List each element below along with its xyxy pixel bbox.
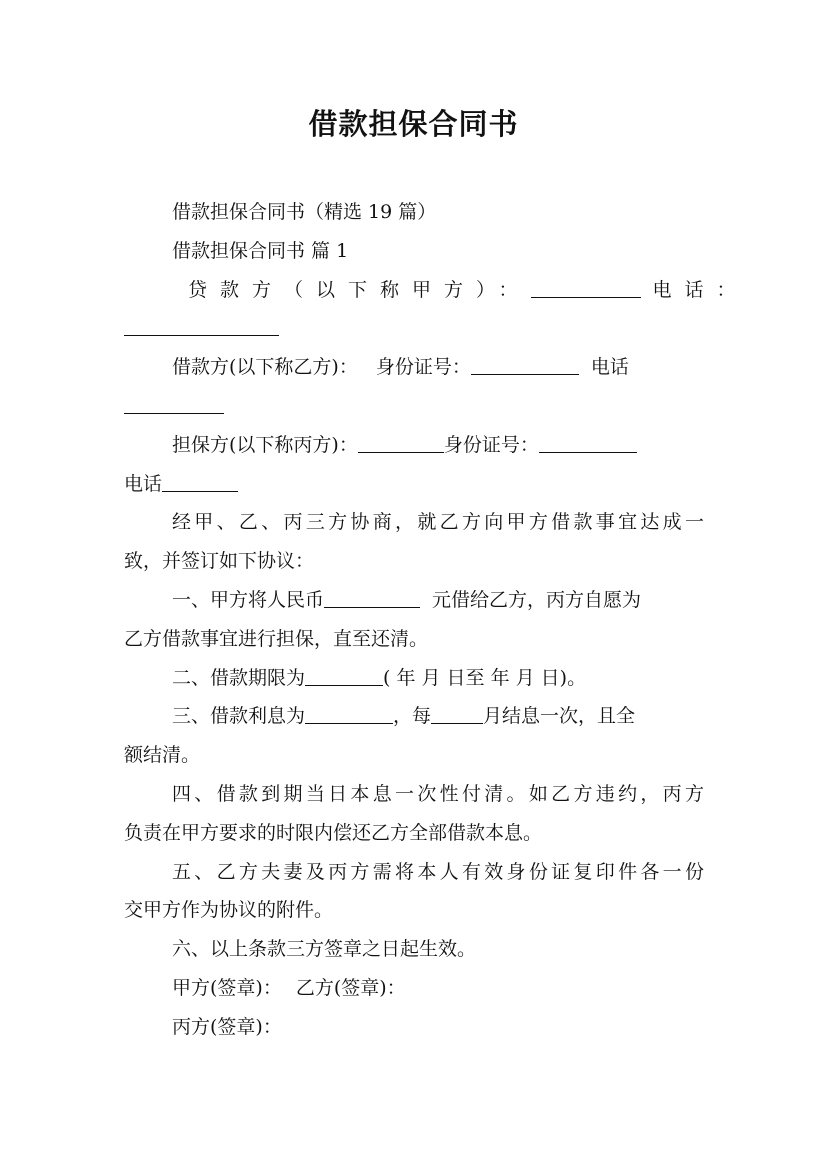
lender-label: 贷款方（以下称甲方）： xyxy=(188,278,531,301)
clause-1-line-2: 乙方借款事宜进行担保，直至还清。 xyxy=(124,627,429,650)
lender-name-blank xyxy=(531,277,641,298)
clause-2-part-a: 二、借款期限为 xyxy=(172,666,306,689)
borrower-phone-line xyxy=(124,387,704,426)
clause-1-line-1 xyxy=(124,581,704,620)
guarantor-phone-label: 电话 xyxy=(124,472,163,495)
borrower-id-label: 身份证号： xyxy=(375,356,471,379)
borrower-phone-blank xyxy=(124,393,224,414)
clause-4-line-1: 四、借款到期当日本息一次性付清。如乙方违约，丙方 xyxy=(172,782,704,805)
lender-phone-blank xyxy=(124,315,279,336)
clause-1-part-a: 一、甲方将人民币 xyxy=(172,588,325,611)
lender-phone-line xyxy=(124,309,704,348)
intro-line-2: 致，并签订如下协议： xyxy=(124,550,315,573)
clause-3-part-c: 月结息一次，且全 xyxy=(483,705,636,728)
guarantor-line xyxy=(124,426,704,465)
guarantor-id-blank xyxy=(539,432,637,453)
guarantor-phone-line xyxy=(124,465,704,504)
section-heading: 借款担保合同书 篇 1 xyxy=(172,239,349,262)
document-title: 借款担保合同书 xyxy=(308,107,519,141)
clause-6-line: 六、以上条款三方签章之日起生效。 xyxy=(172,938,477,961)
borrower-line xyxy=(124,348,704,387)
party-b-signature-label: 乙方(签章)： xyxy=(295,976,406,999)
clause-4-line-2: 负责在甲方要求的时限内偿还乙方全部借款本息。 xyxy=(124,821,543,844)
interest-period-blank xyxy=(431,703,483,724)
guarantor-phone-blank xyxy=(162,471,238,492)
lender-phone-label: 电话： xyxy=(652,278,749,301)
lender-line xyxy=(124,271,749,310)
guarantor-label: 担保方(以下称丙方)： xyxy=(172,433,358,456)
interest-blank xyxy=(305,703,393,724)
party-a-signature-label: 甲方(签章)： xyxy=(172,976,282,999)
borrower-phone-label: 电话 xyxy=(590,356,629,379)
signature-line-1 xyxy=(124,969,704,1008)
signature-line-2 xyxy=(124,1008,704,1047)
clause-5-line-1: 五、乙方夫妻及丙方需将本人有效身份证复印件各一份 xyxy=(172,860,704,883)
borrower-id-blank xyxy=(471,354,579,375)
clause-5-line-2: 交甲方作为协议的附件。 xyxy=(124,899,334,922)
clause-1-part-b: 元借给乙方，丙方自愿为 xyxy=(432,588,642,611)
term-blank xyxy=(305,665,383,686)
clause-2-part-b: ( 年 月 日至 年 月 日)。 xyxy=(383,666,587,689)
intro-line-1: 经甲、乙、丙三方协商，就乙方向甲方借款事宜达成一 xyxy=(172,511,704,534)
guarantor-id-label: 身份证号： xyxy=(443,433,539,456)
clause-3-part-a: 三、借款利息为 xyxy=(172,705,306,728)
guarantor-name-blank xyxy=(358,432,444,453)
clause-2-line xyxy=(124,659,704,698)
subtitle-line: 借款担保合同书（精选 19 篇） xyxy=(172,201,437,223)
borrower-label: 借款方(以下称乙方)： xyxy=(172,356,358,379)
amount-blank xyxy=(324,587,420,608)
clause-3-part-b: ，每 xyxy=(393,705,432,728)
clause-3-line-2: 额结清。 xyxy=(124,744,201,767)
document-body xyxy=(124,193,749,1047)
clause-3-line-1 xyxy=(124,697,704,736)
party-c-signature-label: 丙方(签章)： xyxy=(172,1015,282,1038)
